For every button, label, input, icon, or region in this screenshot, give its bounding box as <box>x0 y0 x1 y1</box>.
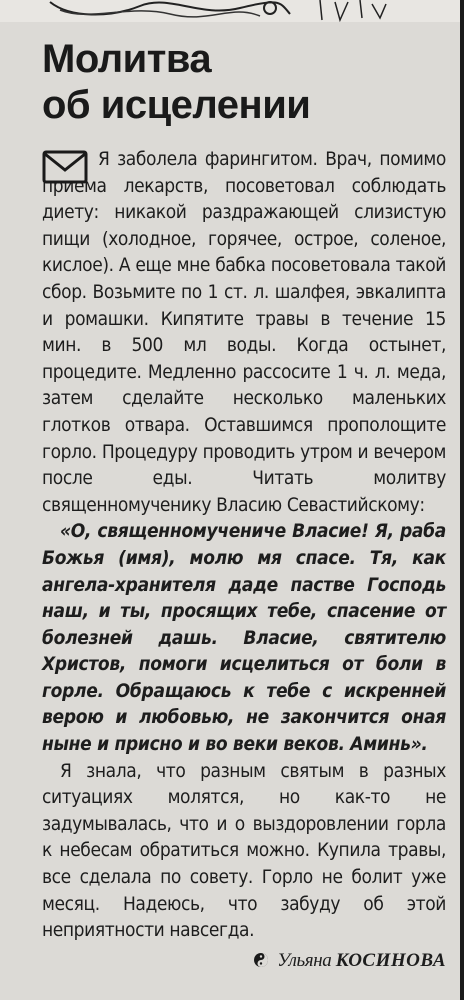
title-line-1: Молитва <box>42 37 212 81</box>
author-last-name: КОСИНОВА <box>335 949 446 971</box>
decorative-header-strip <box>0 0 464 22</box>
article <box>42 36 446 974</box>
article-body <box>42 146 446 974</box>
decorative-illustration <box>0 0 464 22</box>
prayer-text: «О, священномучениче Власие! Я, раба Божья (имя), молю мя спасе. Тя, как ангела-хранителя даде пастве Господь наш, и ты, просящих тебе, спасение от болезней дашь. Власие, святителю Христов, помоги исцелиться от боли в горле. Обращаюсь к тебе с искренней верою и любовью, не закончится оная ныне и присно и во веки веков. Аминь». <box>42 520 446 756</box>
article-title <box>42 36 446 128</box>
author-signature <box>42 948 446 975</box>
yin-yang-icon <box>253 952 269 968</box>
author-first-name: Ульяна <box>277 949 332 971</box>
letter-paragraph: Я заболела фарингитом. Врач, помимо приема лекарств, посоветовал соблюдать диету: никакой раздражающей слизистую пищи (холодное, горячее, острое, соленое, кислое). А еще мне бабка посоветовала такой сбор. Возьмите по 1 ст. л. шалфея, эвкалипта и ромашки. Кипятите травы в течение 15 мин. в 500 мл воды. Когда остынет, процедите. Медленно рассосите 1 ч. л. меда, затем сделайте несколько маленьких глотков отвара. Оставшимся прополощите горло. Процедуру проводить утром и вечером после еды. Читать молитву священномученику Власию Севастийскому: <box>42 148 446 516</box>
closing-paragraph: Я знала, что разным святым в разных ситуациях молятся, но как-то не задумывалась, что и о выздоровлении горла к небесам обратиться можно. Купила травы, все сделала по совету. Горло не болит уже месяц. Надеюсь, что забуду об этой неприятности навсегда. <box>42 759 446 942</box>
title-line-2: об исцелении <box>42 83 311 127</box>
envelope-icon <box>42 150 88 184</box>
page-edge-rule <box>460 0 464 1000</box>
